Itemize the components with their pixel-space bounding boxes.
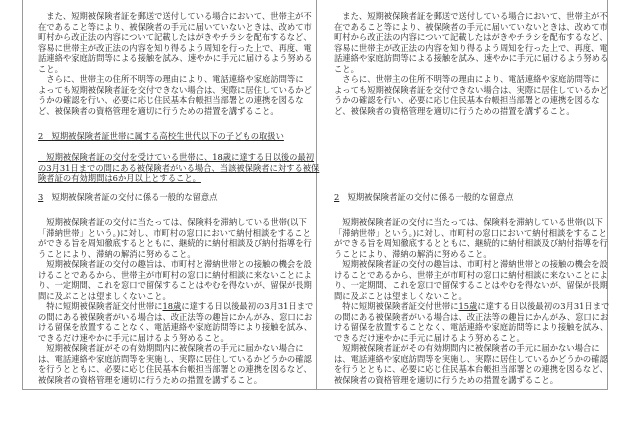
- text-line: 間に及ぶことは望ましくないこと。: [334, 290, 467, 301]
- text-line: ができる旨を周知徹底するとともに、継続的に納付相談及び納付指導を行: [38, 238, 312, 248]
- text-line: 短期被保険者証の交付に当たっては、保険料を滞納している世帯(以下: [38, 217, 307, 227]
- text-line: こと。: [334, 63, 359, 74]
- text-line: の間にある被保険者がいる場合は、改正法等の趣旨にかんがみ、窓口にお: [38, 311, 313, 322]
- text-line: こと。: [38, 63, 63, 74]
- text-line: 話連絡や家庭訪問等による接触を試み、速やかに手元に届けるよう努める: [334, 53, 609, 63]
- right-section2-paragraphs: [334, 217, 609, 385]
- text-line: ける留保を放置することなく、電話連絡や家庭訪問等により接触を試み、: [334, 322, 609, 332]
- text-line: また、短期被保険者証を郵送で送付している場合において、世帯主が不: [334, 11, 608, 21]
- left-section3-title: 短期被保険者証の交付に係る一般的な留意点: [43, 192, 218, 202]
- text-line: の3月31日までの間にある被保険者がいる場合、当該被保険者に対する被保: [38, 162, 320, 173]
- text-line: の間にある被保険者がいる場合は、改正法等の趣旨にかんがみ、窓口にお: [334, 311, 609, 322]
- right-intro-paragraphs: [334, 11, 608, 116]
- text-line: り、一定期間、これを窓口で留保することはやむを得ないが、留保が長期: [334, 280, 608, 290]
- text-line: [334, 301, 609, 312]
- text-line: できるだけ速やかに手元に届けるよう努めること。: [334, 332, 525, 343]
- text-line: 間に及ぶことは望ましくないこと。: [38, 290, 171, 301]
- text-line: 短期被保険者証がその有効期間内に被保険者の手元に届かない場合に: [334, 343, 600, 353]
- text-segment: 特に短期被保険者証交付世帯に: [38, 301, 163, 311]
- text-line: り、一定期間、これを窓口で留保することはやむを得ないが、留保が長期: [38, 280, 312, 290]
- column-divider: [316, 0, 317, 390]
- text-line: よっても短期被保険者証を交付できない場合は、実際に居住しているかど: [38, 84, 312, 95]
- text-line: さらに、世帯主の住所不明等の理由により、電話連絡や家庭訪問等に: [38, 74, 304, 84]
- text-line: うかの確認を行い、必要に応じ住民基本台帳担当部署との連携を図るな: [38, 95, 304, 105]
- text-line: けることであるから、世帯主が市町村の窓口に納付相談に来ないことによ: [334, 269, 608, 280]
- text-line: 容易に世帯主が改正法の内容を知り得るよう周知を行った上で、再度、電: [38, 42, 312, 53]
- text-line: 短期被保険者証の交付の趣旨は、市町村と滞納世帯との接触の機会を設: [38, 259, 312, 269]
- text-line: 容易に世帯主が改正法の内容を知り得るよう周知を行った上で、再度、電: [334, 42, 608, 53]
- text-line: さらに、世帯主の住所不明等の理由により、電話連絡や家庭訪問等に: [334, 74, 600, 84]
- text-segment: に達する日以後最初の3月31日まで: [181, 301, 314, 311]
- text-line: を行うとともに、必要に応じ住民基本台帳担当部署との連携を図るなど、: [38, 364, 312, 374]
- text-line: 被保険者の資格管理を適切に行うための措置を講ずること。: [38, 374, 263, 385]
- text-line: 短期被保険者証の交付の趣旨は、市町村と滞納世帯との接触の機会を設: [334, 259, 608, 269]
- text-line: また、短期被保険者証を郵送で送付している場合において、世帯主が不: [38, 11, 312, 21]
- text-line: うかの確認を行い、必要に応じ住民基本台帳担当部署との連携を図るな: [334, 95, 600, 105]
- text-line: ける留保を放置することなく、電話連絡や家庭訪問等により接触を試み、: [38, 322, 313, 332]
- text-segment: 特に短期被保険者証交付世帯に: [334, 301, 459, 311]
- text-line: 「滞納世帯」という。)に対し、市町村の窓口において納付相談をすること: [38, 227, 311, 238]
- right-section2-title: 短期被保険者証の交付に係る一般的な留意点: [339, 192, 514, 202]
- text-line: うことにより、滞納の解消に努めること。: [38, 248, 196, 259]
- left-section3-heading: [38, 192, 218, 203]
- text-line: 短期被保険者証の交付に当たっては、保険料を滞納している世帯(以下: [334, 217, 603, 227]
- text-line: 被保険者の資格管理を適切に行うための措置を講ずること。: [334, 374, 559, 385]
- left-section3-number: 3: [38, 192, 44, 202]
- text-line: 町村から改正法の内容について記載したはがきやチラシを配布するなど、: [334, 32, 608, 42]
- underlined-text: 15歳: [458, 301, 478, 311]
- left-section2-heading: 2 短期被保険者証世帯に属する高校生世代以下の子どもの取扱い: [38, 131, 284, 141]
- underlined-text: 18歳: [162, 301, 182, 311]
- text-line: 険者証の有効期間は6か月以上とすること。: [38, 173, 201, 183]
- text-line: を行うとともに、必要に応じ住民基本台帳担当部署との連携を図るなど、: [334, 364, 608, 374]
- text-segment: に達する日以後最初の3月31日まで: [477, 301, 610, 311]
- text-line: ができる旨を周知徹底するとともに、継続的に納付相談及び納付指導を行: [334, 238, 608, 248]
- text-line: ど、被保険者の資格管理を適切に行うための措置を講ずること。: [38, 105, 279, 116]
- left-section3-paragraphs: [38, 217, 313, 385]
- text-line: ど、被保険者の資格管理を適切に行うための措置を講ずること。: [334, 105, 575, 116]
- text-line: 在であること等により、被保険者の手元に届いていないときは、改めて市: [334, 21, 608, 32]
- text-line: 話連絡や家庭訪問等による接触を試み、速やかに手元に届けるよう努める: [38, 53, 313, 63]
- right-section2-number: 2: [334, 192, 340, 202]
- text-line: は、電話連絡や家庭訪問等を実施し、実際に居住しているかどうかの確認: [334, 353, 608, 364]
- text-line: 短期被保険者証がその有効期間内に被保険者の手元に届かない場合に: [38, 343, 304, 353]
- text-line: 町村から改正法の内容について記載したはがきやチラシを配布するなど、: [38, 32, 312, 42]
- text-line: 在であること等により、被保険者の手元に届いていないときは、改めて市: [38, 21, 312, 32]
- left-intro-paragraphs: [38, 11, 312, 116]
- text-line: 短期被保険者証の交付を受けている世帯に、18歳に達する日以後の最初: [38, 152, 315, 162]
- text-line: 「滞納世帯」という。)に対し、市町村の窓口において納付相談をすること: [334, 227, 607, 238]
- text-line: [38, 301, 313, 312]
- right-section2-heading: [334, 192, 514, 203]
- text-line: うことにより、滞納の解消に努めること。: [334, 248, 492, 259]
- text-line: けることであるから、世帯主が市町村の窓口に納付相談に来ないことによ: [38, 269, 312, 280]
- left-section2-paragraph: [38, 152, 319, 184]
- text-line: できるだけ速やかに手元に届けるよう努めること。: [38, 332, 229, 343]
- text-line: よっても短期被保険者証を交付できない場合は、実際に居住しているかど: [334, 84, 608, 95]
- text-line: は、電話連絡や家庭訪問等を実施し、実際に居住しているかどうかの確認: [38, 353, 312, 364]
